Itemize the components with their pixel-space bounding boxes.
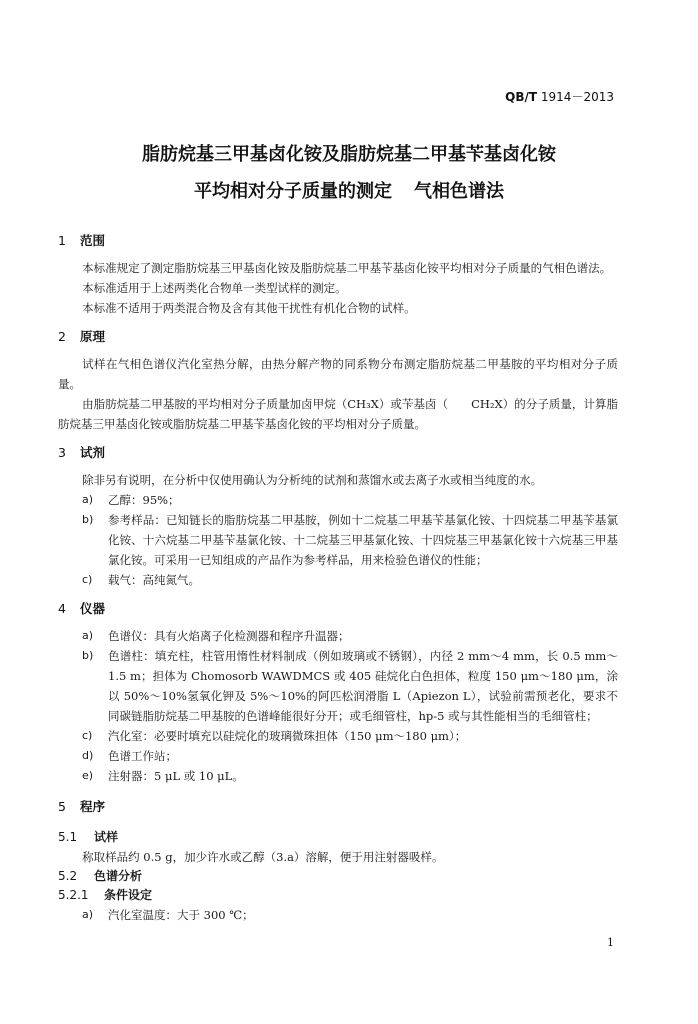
principle-paragraph-2: 由脂肪烷基二甲基胺的平均相对分子质量加卤甲烷（CH₃X）或苄基卤（ CH₂X）的分子质量，计算脂肪烷基三甲基卤化铵或脂肪烷基二甲基苄基卤化铵的平均相对分子质量。 — [58, 397, 618, 431]
title-measurement: 平均相对分子质量的测定 — [194, 181, 392, 202]
document-title-line1: 脂肪烷基三甲基卤化铵及脂肪烷基二甲基苄基卤化铵 — [142, 144, 556, 165]
page-number: 1 — [607, 936, 614, 949]
list-item: e) 注射器：5 μL 或 10 μL。 — [82, 769, 244, 783]
section-heading-procedure: 5 程序 — [58, 799, 106, 814]
subsection-heading-sample: 5.1 试样 — [58, 830, 119, 844]
list-item: b) 参考样品：已知链长的脂肪烷基二甲基胺，例如十二烷基二甲基苄基氯化铵、十四烷基二甲基苄基氯化铵、十六烷基二甲基苄基氯化铵、十二烷基三甲基氯化铵、十四烷基三甲基氯化铵十六烷基三甲基氯化铵。可采用一已知组成的产品作为参考样品，用来检验色谱仪的性能； — [82, 513, 618, 567]
reagents-paragraph-1: 除非另有说明，在分析中仅使用确认为分析纯的试剂和蒸馏水或去离子水或相当纯度的水。 — [82, 473, 543, 487]
list-item: a) 乙醇：95%； — [82, 493, 180, 507]
document-title-line2 — [0, 177, 698, 203]
list-item: a) 汽化室温度：大于 300 ℃； — [82, 908, 254, 922]
sample-paragraph: 称取样品约 0.5 g，加少许水或乙醇（3.a）溶解，便于用注射器吸样。 — [82, 850, 444, 864]
section-heading-scope: 1 范围 — [58, 233, 106, 248]
title-method: 气相色谱法 — [414, 181, 504, 202]
scope-paragraph-3: 本标准不适用于两类混合物及含有其他干扰性有机化合物的试样。 — [82, 301, 416, 315]
scope-paragraph-1: 本标准规定了测定脂肪烷基三甲基卤化铵及脂肪烷基二甲基苄基卤化铵平均相对分子质量的气相色谱法。 — [82, 261, 612, 275]
subsection-heading-chromatography: 5.2 色谱分析 — [58, 869, 143, 883]
standard-code-number: 1914－2013 — [540, 90, 614, 104]
subsection-heading-conditions: 5.2.1 条件设定 — [58, 888, 153, 902]
section-heading-reagents: 3 试剂 — [58, 445, 106, 460]
scope-paragraph-2: 本标准适用于上述两类化合物单一类型试样的测定。 — [82, 281, 347, 295]
principle-paragraph-1: 试样在气相色谱仪汽化室热分解，由热分解产物的同系物分布测定脂肪烷基二甲基胺的平均相对分子质量。 — [58, 357, 618, 391]
list-item: c) 载气：高纯氮气。 — [82, 573, 200, 587]
standard-code-prefix: QB/T — [505, 90, 538, 104]
list-item: c) 汽化室：必要时填充以硅烷化的玻璃微珠担体（150 μm～180 μm）； — [82, 729, 467, 743]
section-heading-apparatus: 4 仪器 — [58, 601, 106, 616]
standard-code — [505, 88, 614, 105]
list-item: d) 色谱工作站； — [82, 749, 177, 763]
list-item: b) 色谱柱：填充柱，柱管用惰性材料制成（例如玻璃或不锈钢），内径 2 mm～4 mm，长 0.5 mm～1.5 m；担体为 Chomosorb WAWDMCS 或 405 硅烷化白色担体，粒度 150 μm～180 μm，涂以 50%～10%氢氧化钾及 5%～10%的阿匹松润滑脂 L（Apiezon L），试验前需预老化，要求不同碳链脂肪烷基二甲基胺的色谱峰能很好分开；或毛细管柱，hp-5 或与其性能相当的毛细管柱； — [82, 649, 618, 723]
document-body — [0, 232, 698, 925]
section-heading-principle: 2 原理 — [58, 329, 106, 344]
list-item: a) 色谱仪：具有火焰离子化检测器和程序升温器； — [82, 629, 350, 643]
